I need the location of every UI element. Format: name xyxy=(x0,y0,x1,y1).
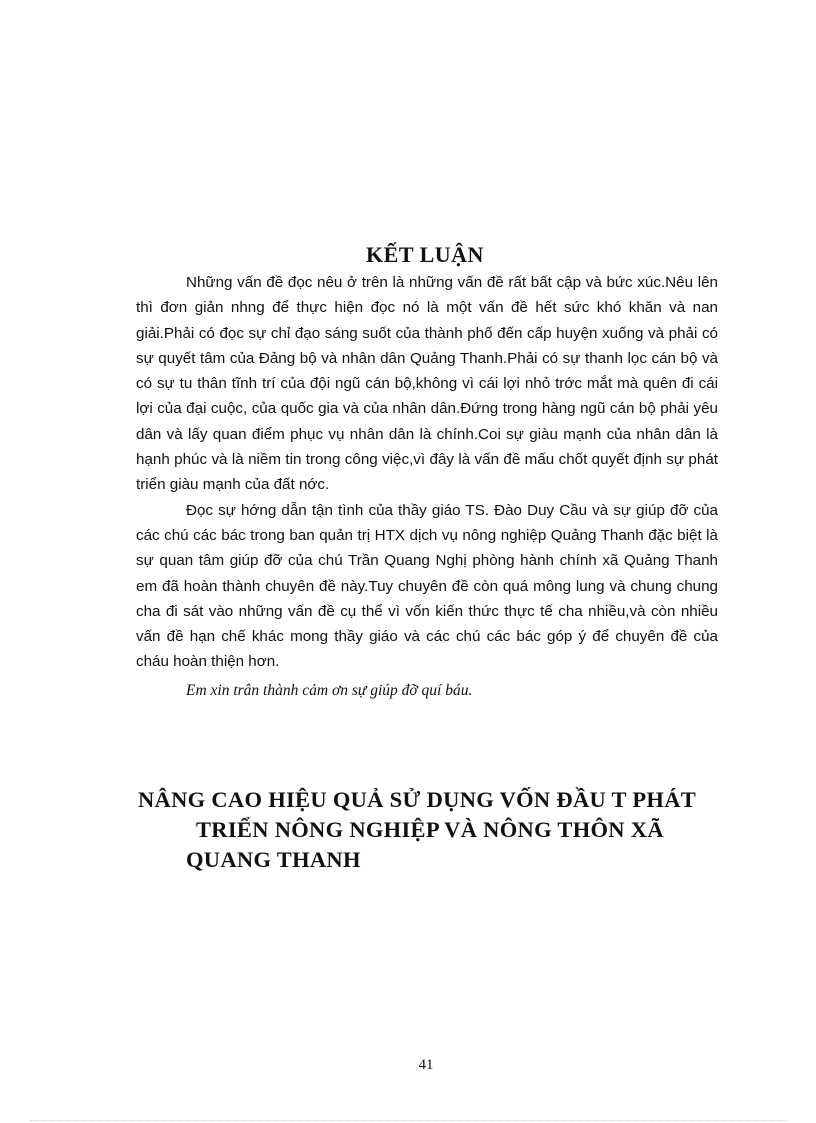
page-number: 41 xyxy=(418,1057,434,1073)
conclusion-body xyxy=(136,270,718,703)
section-title: KẾT LUẬN xyxy=(366,242,484,267)
heading-line: QUANG THANH xyxy=(186,847,361,872)
paragraph: Những vấn đề đọc nêu ở trên là những vấn đề rất bất cập và bức xúc.Nêu lên thì đơn giản nhng để thực hiện đọc nó là một vấn đề hết sức khó khăn và nan giải.Phải có đọc sự chỉ đạo sáng suốt của thành phố đến cấp huyện xuống và phải có sự quyết tâm của Đảng bộ và nhân dân Quảng Thanh.Phải có sự thanh lọc cán bộ và có sự tu thân tĩnh trí của đội ngũ cán bộ,không vì cái lợi nhỏ trớc mắt mà quên đi cái lợi của đại cuộc, của quốc gia và của nhân dân.Đứng trong hàng ngũ cán bộ phải yêu dân và lấy quan điểm phục vụ nhân dân là chính.Coi sự giàu mạnh của nhân dân là hạnh phúc và là niềm tin trong công việc,vì đây là vấn đề mấu chốt quyết định sự phát triển giàu mạnh của đất nớc. xyxy=(136,274,718,494)
heading-line: NÂNG CAO HIỆU QUẢ SỬ DỤNG VỐN ĐẦU T PHÁT xyxy=(138,787,697,812)
thanks-line: Em xin trân thành cảm ơn sự giúp đỡ quí báu. xyxy=(186,681,473,699)
page-bottom-divider xyxy=(30,1120,786,1121)
next-chapter-heading xyxy=(138,785,738,875)
heading-line: TRIỂN NÔNG NGHIỆP VÀ NÔNG THÔN XÃ xyxy=(196,817,664,842)
paragraph: Đọc sự hớng dẫn tận tình của thầy giáo TS. Đào Duy Cầu và sự giúp đỡ của các chú các bác trong ban quản trị HTX dịch vụ nông nghiệp Quảng Thanh đặc biệt là sự quan tâm giúp đỡ của chú Trần Quang Nghị phòng hành chính xã Quảng Thanh em đã hoàn thành chuyên đề này.Tuy chuyên đề còn quá mông lung và chung chung cha đi sát vào những vấn đề cụ thể vì vốn kiến thức thực tế cha nhiều,và còn nhiều vấn đề hạn chế khác mong thầy giáo và các chú các bác góp ý để chuyên đề của cháu hoàn thiện hơn. xyxy=(136,501,718,671)
